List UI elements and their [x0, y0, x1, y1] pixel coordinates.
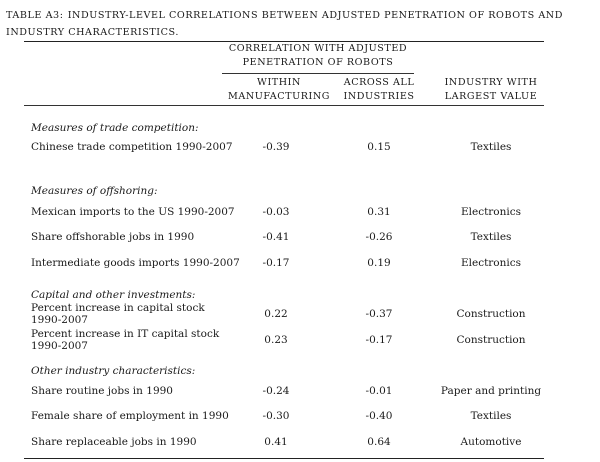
row-label-continued: 1990-2007: [31, 314, 88, 326]
row-label: Mexican imports to the US 1990-2007: [31, 206, 235, 218]
row-label: Female share of employment in 1990: [31, 410, 229, 422]
industry-value: Textiles: [470, 231, 512, 243]
within-value: -0.41: [262, 231, 290, 243]
across-value: 0.64: [367, 436, 391, 448]
header-within-manufacturing: WITHIN MANUFACTURING: [227, 77, 331, 102]
industry-value: Paper and printing: [440, 385, 542, 397]
row-label: Percent increase in IT capital stock: [31, 328, 220, 340]
correlation-table: [24, 40, 544, 460]
across-value: -0.37: [365, 308, 393, 320]
section-title: Capital and other investments:: [31, 289, 196, 301]
industry-value: Electronics: [460, 257, 522, 269]
industry-value: Electronics: [460, 206, 522, 218]
industry-value: Construction: [456, 334, 526, 346]
industry-value: Automotive: [460, 436, 522, 448]
caption-text: INDUSTRY-LEVEL CORRELATIONS BETWEEN ADJUSTED PENETRATION OF ROBOTS AND INDUSTRY CHARACTERISTICS.: [6, 10, 563, 38]
within-value: -0.03: [262, 206, 290, 218]
within-value: 0.23: [264, 334, 288, 346]
across-value: 0.19: [367, 257, 391, 269]
within-value: -0.39: [262, 141, 290, 153]
header-across-all-industries: ACROSS ALL INDUSTRIES: [343, 77, 415, 102]
row-label: Intermediate goods imports 1990-2007: [31, 257, 240, 269]
within-value: -0.17: [262, 257, 290, 269]
across-value: 0.31: [367, 206, 391, 218]
section-title: Other industry characteristics:: [31, 365, 196, 377]
header-rule: [24, 105, 544, 106]
row-label-continued: 1990-2007: [31, 340, 88, 352]
industry-value: Textiles: [470, 410, 512, 422]
within-value: -0.24: [262, 385, 290, 397]
across-value: -0.17: [365, 334, 393, 346]
row-label: Percent increase in capital stock: [31, 302, 205, 314]
header-correlation-group: CORRELATION WITH ADJUSTED PENETRATION OF ROBOTS: [228, 43, 408, 68]
group-underline: [222, 73, 414, 74]
within-value: 0.22: [264, 308, 288, 320]
across-value: -0.40: [365, 410, 393, 422]
industry-value: Textiles: [470, 141, 512, 153]
within-value: -0.30: [262, 410, 290, 422]
industry-value: Construction: [456, 308, 526, 320]
header-industry-largest-value: INDUSTRY WITH LARGEST VALUE: [444, 77, 538, 102]
across-value: 0.15: [367, 141, 391, 153]
across-value: -0.26: [365, 231, 393, 243]
row-label: Share routine jobs in 1990: [31, 385, 173, 397]
row-label: Share replaceable jobs in 1990: [31, 436, 197, 448]
table-caption: [6, 6, 591, 40]
row-label: Chinese trade competition 1990-2007: [31, 141, 233, 153]
section-title: Measures of trade competition:: [31, 122, 199, 134]
within-value: 0.41: [264, 436, 288, 448]
row-label: Share offshorable jobs in 1990: [31, 231, 195, 243]
across-value: -0.01: [365, 385, 393, 397]
section-title: Measures of offshoring:: [31, 185, 158, 197]
caption-label: TABLE A3:: [6, 10, 64, 21]
bottom-rule: [24, 458, 544, 459]
